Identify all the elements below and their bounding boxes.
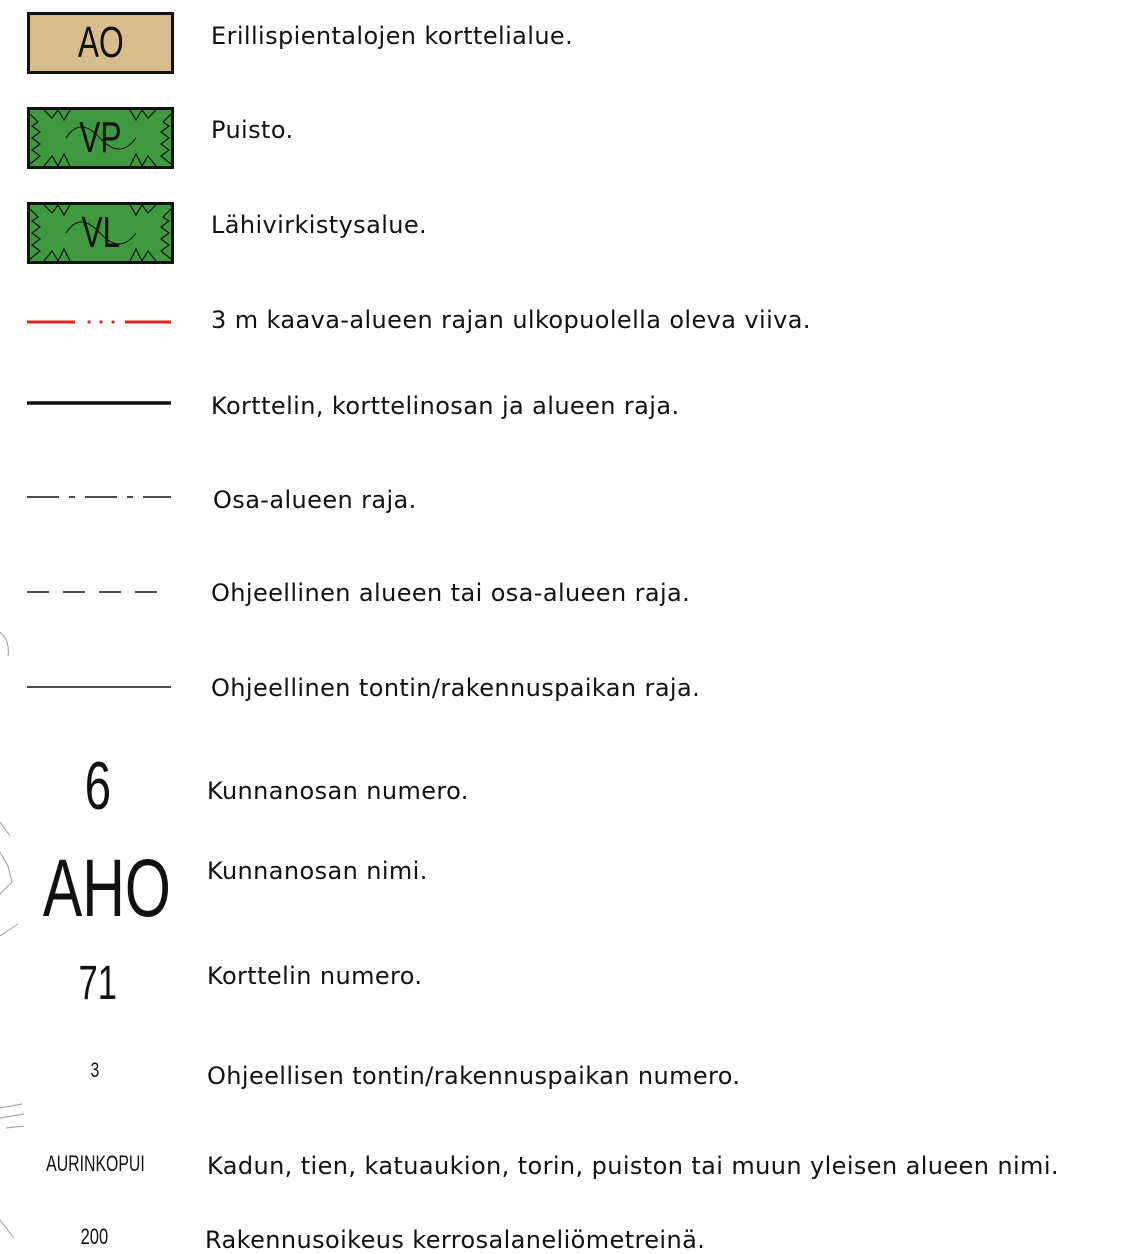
symbol-text-200: 200 bbox=[80, 1224, 109, 1249]
symbol-text-aho: AHO bbox=[42, 843, 171, 934]
symbol-text-71: 71 bbox=[78, 957, 117, 1010]
symbol-text-vl: VL bbox=[81, 208, 120, 257]
legend-symbol-ao bbox=[27, 12, 174, 74]
symbol-rakennusoikeus bbox=[27, 1226, 162, 1248]
symbol-text-3: 3 bbox=[90, 1059, 99, 1082]
legend-label-dash-dot: Osa-alueen raja. bbox=[213, 486, 417, 514]
legend-symbol-vp bbox=[27, 107, 174, 169]
legend-label-red-line: 3 m kaava-alueen rajan ulkopuolella oleva viiva. bbox=[211, 306, 811, 334]
legend-label-dashed: Ohjeellinen alueen tai osa-alueen raja. bbox=[211, 579, 691, 607]
symbol-text-6: 6 bbox=[84, 748, 111, 824]
legend-label-vl: Lähivirkistysalue. bbox=[211, 211, 428, 239]
symbol-kunnanosan-numero bbox=[27, 748, 168, 824]
legend-label-vp: Puisto. bbox=[211, 116, 294, 144]
dash-dot-line-symbol bbox=[27, 492, 171, 502]
symbol-text-vp: VP bbox=[79, 113, 122, 162]
legend-label-3: Ohjeellisen tontin/rakennuspaikan numero. bbox=[207, 1062, 741, 1090]
symbol-text-ao: AO bbox=[77, 18, 124, 67]
symbol-text-aurinkopui: AURINKOPUI bbox=[45, 1151, 145, 1176]
legend-label-aurinkopui: Kadun, tien, katuaukion, torin, puiston tai muun yleisen alueen nimi. bbox=[207, 1152, 1059, 1180]
thin-solid-line-symbol bbox=[27, 682, 171, 692]
legend-label-6: Kunnanosan numero. bbox=[207, 777, 469, 805]
thick-solid-line-symbol bbox=[27, 398, 171, 408]
symbol-kunnanosan-nimi bbox=[18, 843, 178, 934]
legend-label-71: Korttelin numero. bbox=[207, 962, 423, 990]
legend-label-aho: Kunnanosan nimi. bbox=[207, 857, 428, 885]
legend-label-200: Rakennusoikeus kerrosalaneliömetreinä. bbox=[205, 1226, 706, 1254]
red-dash-dot-line-symbol bbox=[27, 316, 171, 328]
dashed-line-symbol bbox=[27, 587, 171, 597]
legend-label-ao: Erillispientalojen korttelialue. bbox=[211, 22, 574, 50]
legend-symbol-vl bbox=[27, 202, 174, 264]
symbol-tontin-numero bbox=[27, 1060, 162, 1081]
legend-label-thin-line: Ohjeellinen tontin/rakennuspaikan raja. bbox=[211, 674, 701, 702]
symbol-alueen-nimi bbox=[25, 1153, 165, 1175]
symbol-korttelin-numero bbox=[27, 957, 168, 1010]
legend-label-thick-line: Korttelin, korttelinosan ja alueen raja. bbox=[211, 392, 680, 420]
